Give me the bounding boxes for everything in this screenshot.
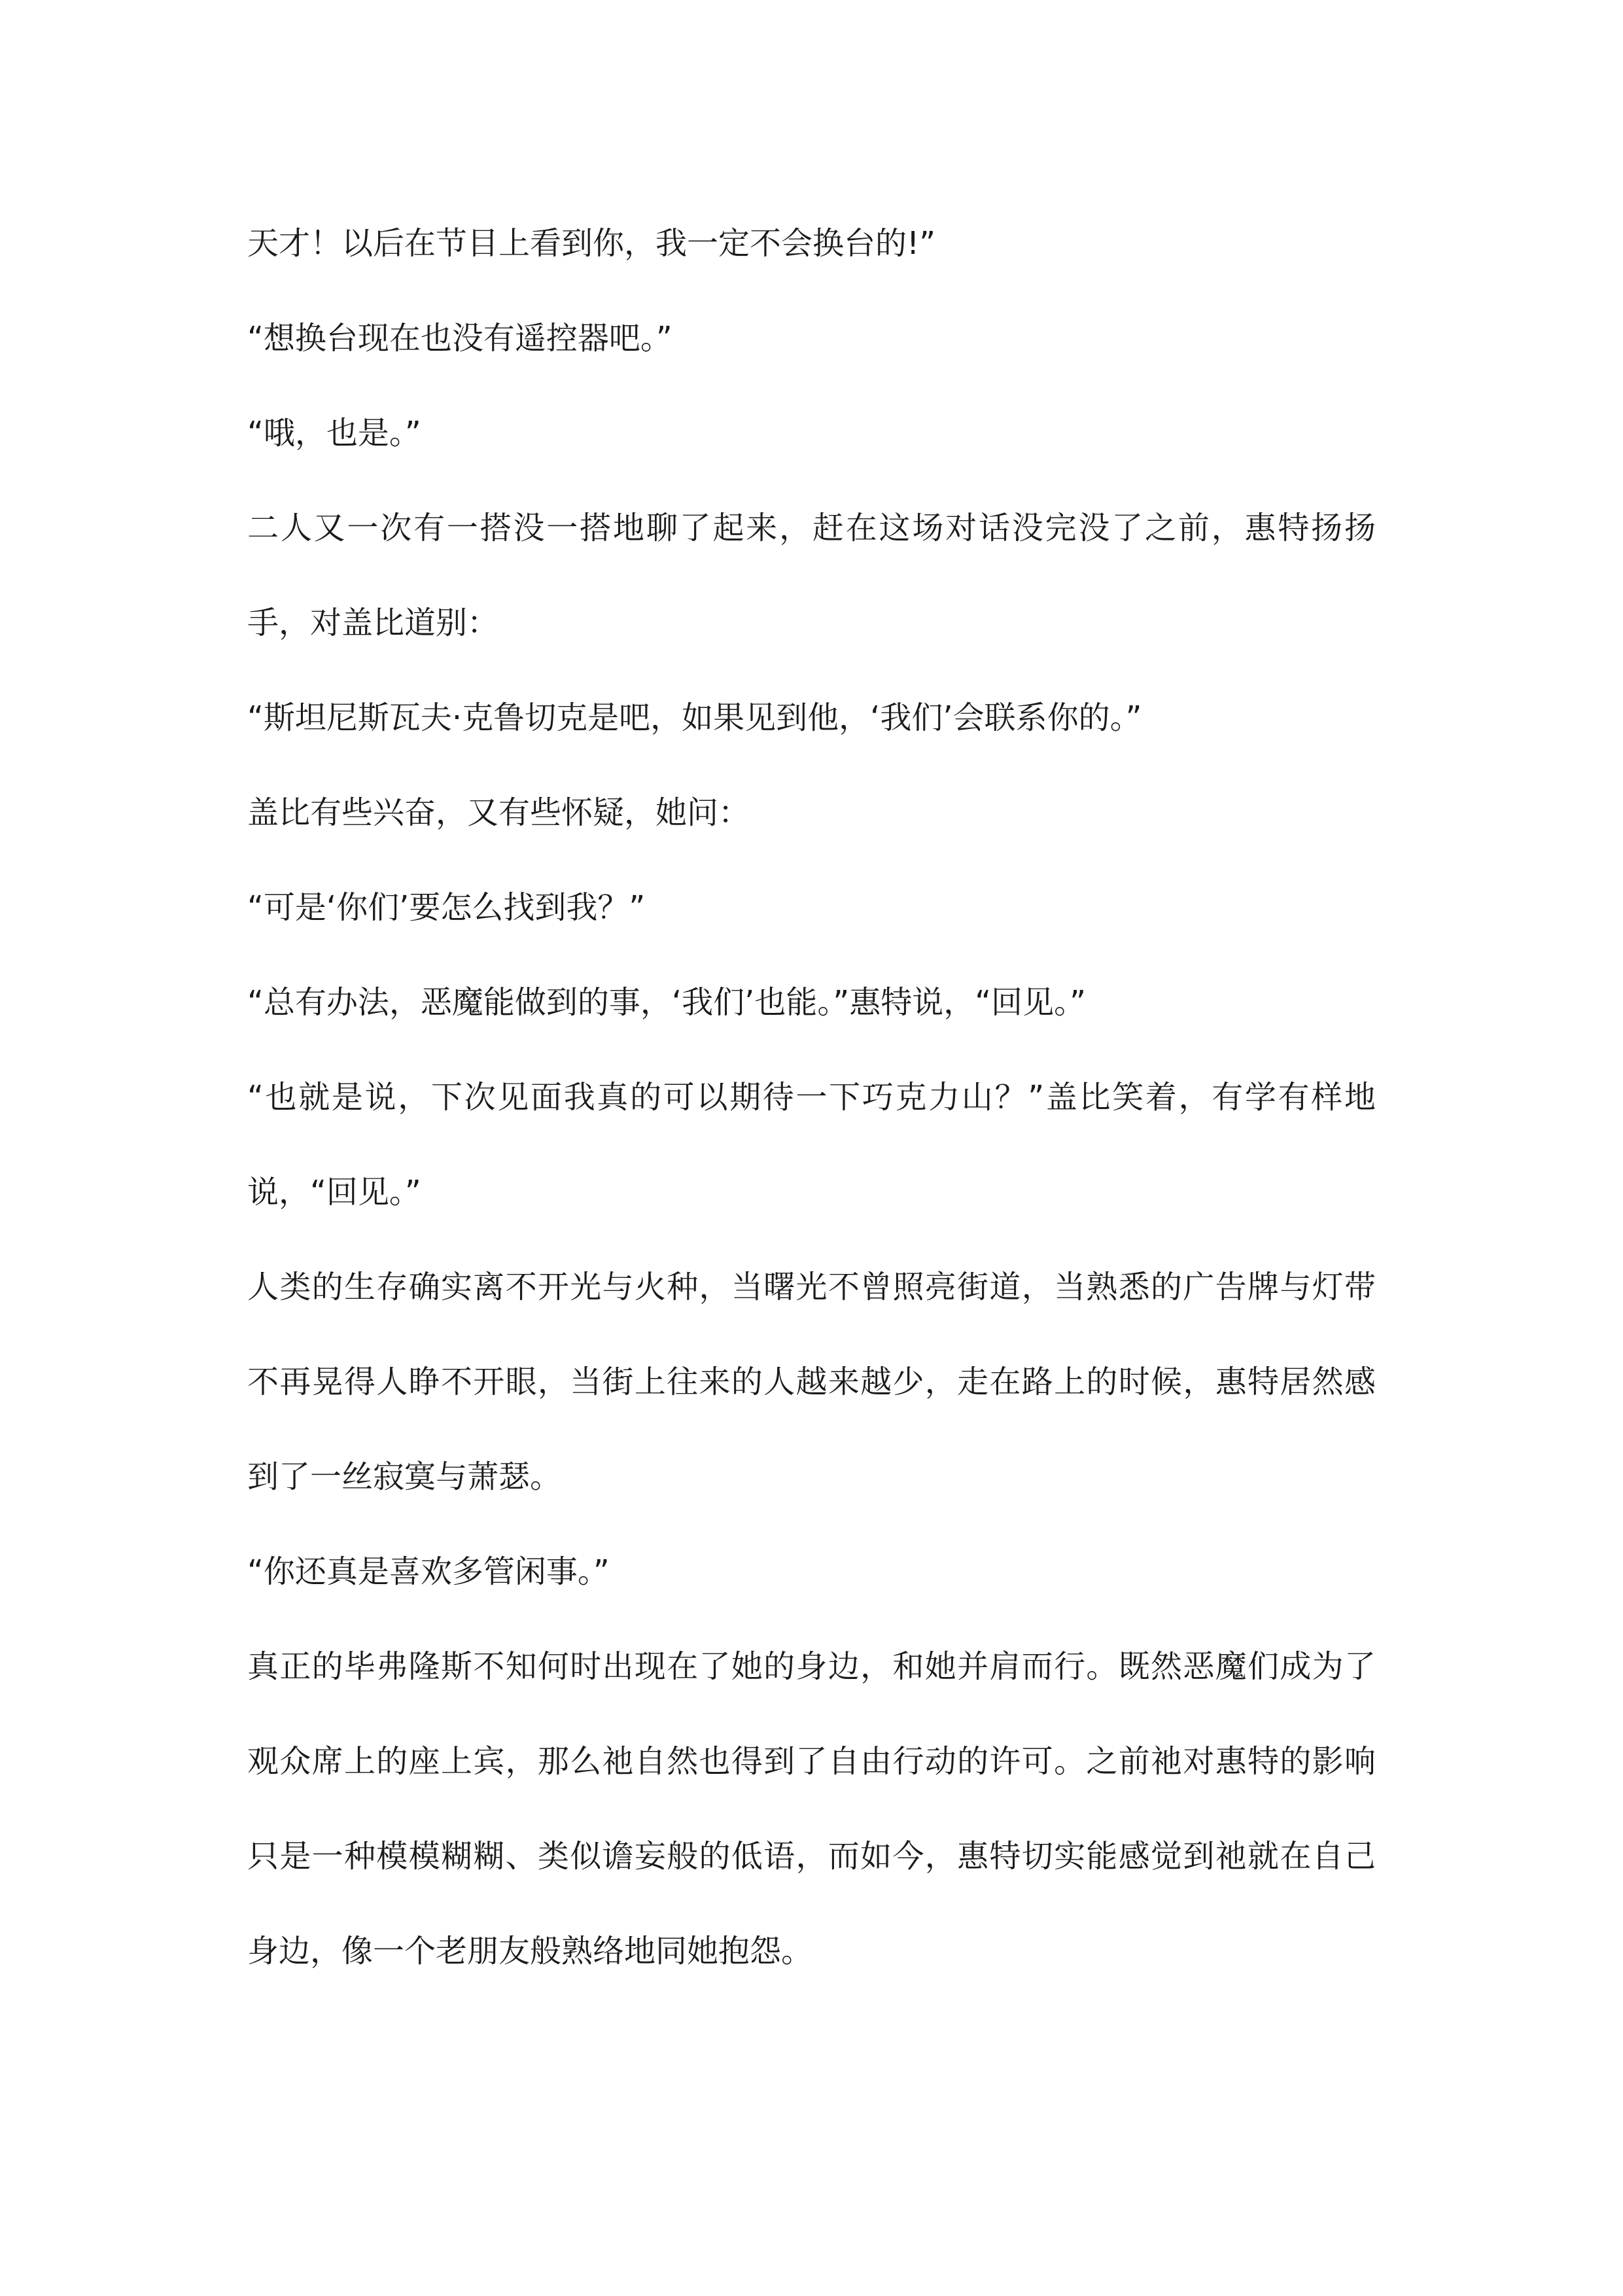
paragraph-7: “可是‘你们’要怎么找到我？”: [247, 889, 646, 926]
paragraph-4: 二人又一次有一搭没一搭地聊了起来，赶在这场对话没完没了之前，惠特扬扬手，对盖比道别：: [247, 510, 1376, 641]
paragraph-11: “你还真是喜欢多管闲事。”: [247, 1553, 610, 1590]
paragraph-12: 真正的毕弗隆斯不知何时出现在了她的身边，和她并肩而行。既然恶魔们成为了观众席上的座上宾，那么祂自然也得到了自由行动的许可。之前祂对惠特的影响只是一种模模糊糊、类似谵妄般的低语，而如今，惠特切实能感觉到祂就在自己身边，像一个老朋友般熟络地同她抱怨。: [247, 1648, 1376, 1969]
paragraph-8: “总有办法，恶魔能做到的事，‘我们’也能。”惠特说，“回见。”: [247, 984, 1086, 1021]
paragraph-6: 盖比有些兴奋，又有些怀疑，她问：: [247, 794, 750, 831]
paragraph-10: 人类的生存确实离不开光与火种，当曙光不曾照亮街道，当熟悉的广告牌与灯带不再晃得人睁不开眼，当街上往来的人越来越少，走在路上的时候，惠特居然感到了一丝寂寞与萧瑟。: [247, 1269, 1376, 1495]
paragraph-1: 天才！以后在节目上看到你，我一定不会换台的!”: [247, 225, 936, 262]
paragraph-2: “想换台现在也没有遥控器吧。”: [247, 320, 672, 357]
paragraph-9: “也就是说，下次见面我真的可以期待一下巧克力山？”盖比笑着，有学有样地说，“回见。”: [247, 1079, 1376, 1210]
body-text: [247, 196, 1376, 1999]
paragraph-5: “斯坦尼斯瓦夫·克鲁切克是吧，如果见到他，‘我们’会联系你的。”: [247, 699, 1142, 736]
paragraph-3: “哦，也是。”: [247, 415, 421, 451]
